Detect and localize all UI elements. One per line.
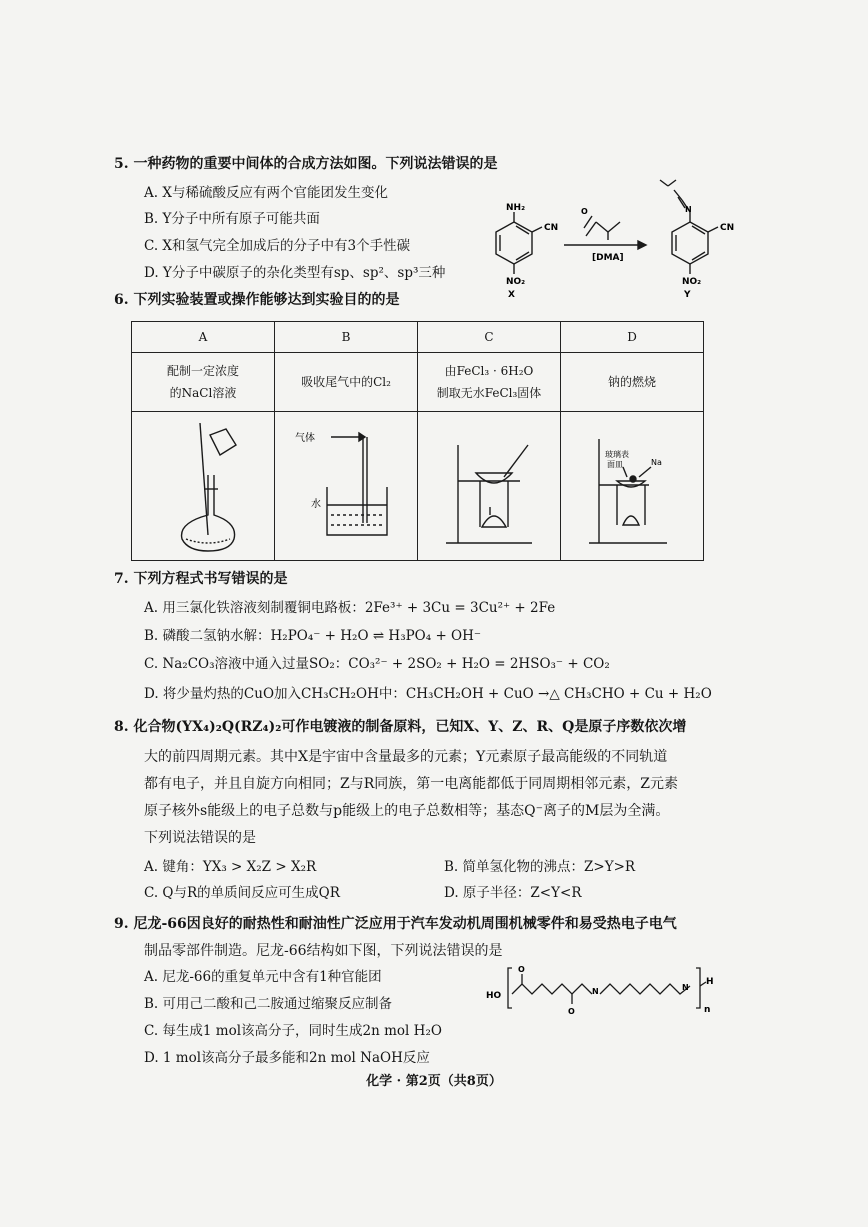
q8-line-3: 都有电子，并且自旋方向相同；Z与R同族，第一电离能都低于同周期相邻元素，Z元素 [144, 776, 678, 792]
apparatus-d [561, 412, 704, 561]
page-footer: 化学 · 第2页（共8页） [366, 1074, 502, 1089]
nylon66-structure [484, 960, 718, 1020]
q8-option-c: C. Q与R的单质间反应可生成QR [144, 885, 340, 901]
q8-option-d: D. 原子半径：Z<Y<R [444, 885, 582, 901]
nh-label-1: N [592, 987, 599, 996]
q5-reaction-scheme [478, 178, 740, 300]
o-label-1: O [518, 965, 525, 974]
dma-label: [DMA] [592, 253, 624, 263]
glass-label-1: 玻璃表 [605, 449, 629, 459]
q8-option-a: A. 键角：YX₃ > X₂Z > X₂R [144, 859, 317, 875]
q6-stem: 6. 下列实验装置或操作能够达到实验目的的是 [114, 292, 400, 308]
q9-option-c: C. 每生成1 mol该高分子，同时生成2n mol H₂O [144, 1023, 442, 1039]
q9-option-d: D. 1 mol该高分子最多能和2n mol NaOH反应 [144, 1050, 430, 1066]
q8-line-4: 原子核外s能级上的电子总数与p能级上的电子总数相等；基态Q⁻离子的M层为全满。 [144, 803, 670, 819]
purpose-b-line1: 吸收尾气中的Cl₂ [301, 375, 391, 389]
apparatus-b [275, 412, 418, 561]
sodium-combustion-icon [567, 415, 697, 555]
q9-line-1: 9. 尼龙-66因良好的耐热性和耐油性广泛应用于汽车发动机周围机械零件和易受热电子电气 [114, 916, 677, 932]
x-cn-label: CN [544, 223, 559, 233]
q7-stem: 7. 下列方程式书写错误的是 [114, 571, 288, 587]
q7-option-a: A. 用三氯化铁溶液刻制覆铜电路板：2Fe³⁺ + 3Cu = 3Cu²⁺ + 2Fe [144, 600, 556, 616]
nh-label-2: N [682, 983, 689, 992]
x-no2-label: NO₂ [506, 277, 526, 287]
h-label: H [706, 977, 714, 987]
q9-option-a: A. 尼龙-66的重复单元中含有1种官能团 [144, 969, 382, 985]
glass-label-2: 面皿 [607, 459, 623, 469]
na-label: Na [651, 457, 662, 467]
q9-line-2: 制品零部件制造。尼龙-66结构如下图，下列说法错误的是 [144, 943, 503, 959]
q6-apparatus-table [131, 321, 704, 561]
water-label: 水 [311, 498, 321, 510]
col-d-header: D [561, 322, 704, 353]
gas-label: 气体 [295, 432, 315, 444]
apparatus-c [418, 412, 561, 561]
q5-option-c: C. X和氢气完全加成后的分子中有3个手性碳 [144, 238, 411, 254]
q5-option-d: D. Y分子中碳原子的杂化类型有sp、sp²、sp³三种 [144, 265, 446, 281]
purpose-a-line2: 的NaCl溶液 [169, 386, 237, 400]
apparatus-a [132, 412, 275, 561]
q8-line-1: 8. 化合物(YX₄)₂Q(RZ₄)₂可作电镀液的制备原料，已知X、Y、Z、R、Q是原子序数依次增 [114, 719, 687, 735]
dmf-o-label: O [581, 207, 588, 216]
q5-option-b: B. Y分子中所有原子可能共面 [144, 211, 320, 227]
y-compound-label: Y [684, 290, 691, 300]
ho-label: HO [486, 991, 502, 1001]
q8-line-2: 大的前四周期元素。其中X是宇宙中含量最多的元素；Y元素原子最高能级的不同轨道 [144, 749, 668, 765]
col-c-purpose [418, 353, 561, 412]
o-label-2: O [568, 1007, 575, 1016]
col-a-purpose [132, 353, 275, 412]
col-c-header: C [418, 322, 561, 353]
purpose-d-line1: 钠的燃烧 [607, 375, 656, 389]
q5-stem: 5. 一种药物的重要中间体的合成方法如图。下列说法错误的是 [114, 156, 498, 172]
q7-option-b: B. 磷酸二氢钠水解：H₂PO₄⁻ + H₂O ⇌ H₃PO₄ + OH⁻ [144, 628, 482, 644]
q8-option-b: B. 简单氢化物的沸点：Z>Y>R [444, 859, 636, 875]
q7-option-c: C. Na₂CO₃溶液中通入过量SO₂：CO₃²⁻ + 2SO₂ + H₂O = 2HSO₃⁻ + CO₂ [144, 656, 610, 672]
q5-option-a: A. X与稀硫酸反应有两个官能团发生变化 [144, 185, 388, 201]
col-d-purpose [561, 353, 704, 412]
y-n-label: N [685, 205, 692, 214]
col-b-purpose [275, 353, 418, 412]
beaker-gas-absorb-icon [281, 415, 411, 555]
x-nh2-label: NH₂ [506, 203, 526, 213]
evaporating-dish-icon [424, 415, 554, 555]
col-a-header: A [132, 322, 275, 353]
purpose-c-line2: 制取无水FeCl₃固体 [436, 386, 542, 400]
col-b-header: B [275, 322, 418, 353]
q9-option-b: B. 可用己二酸和己二胺通过缩聚反应制备 [144, 996, 393, 1012]
purpose-a-line1: 配制一定浓度 [166, 364, 239, 378]
q8-line-5: 下列说法错误的是 [144, 830, 256, 846]
n-subscript: n [704, 1005, 711, 1015]
y-cn-label: CN [720, 223, 735, 233]
volumetric-flask-icon [138, 415, 268, 555]
y-no2-label: NO₂ [682, 277, 702, 287]
x-compound-label: X [508, 290, 515, 300]
purpose-c-line1: 由FeCl₃ · 6H₂O [444, 364, 534, 378]
q7-option-d: D. 将少量灼热的CuO加入CH₃CH₂OH中：CH₃CH₂OH + CuO →△ CH₃CHO + Cu + H₂O [144, 686, 712, 702]
